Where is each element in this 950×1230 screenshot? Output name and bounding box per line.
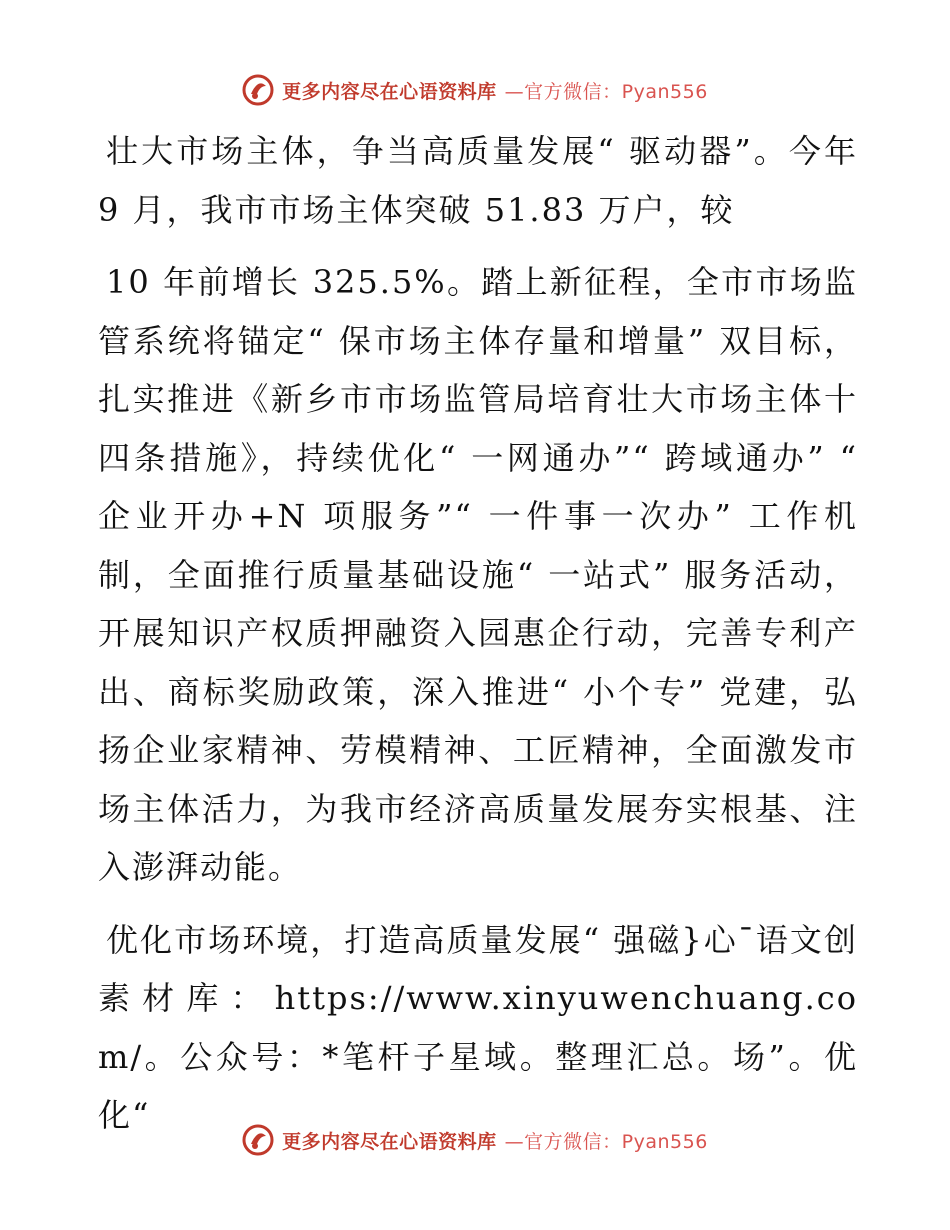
paragraph-2: 10 年前增长 325.5%。踏上新征程，全市市场监管系统将锚定“ 保市场主体存量和增量” 双目标，扎实推进《新乡市市场监管局培育壮大市场主体十四条措施》，持续优化“ 一网通办”“ 跨域通办” “ 企业开办+N 项服务”“ 一件事一次办” 工作机制，全面推行质量基础设施“ 一站式” 服务活动，开展知识产权质押融资入园惠企行动，完善专利产出、商标奖励政策，深入推进“ 小个专” 党建，弘扬企业家精神、劳模精神、工匠精神，全面激发市场主体活力，为我市经济高质量发展夯实根基、注入澎湃动能。 — [98, 263, 871, 886]
document-body — [98, 122, 871, 1159]
footer-watermark — [0, 1120, 950, 1160]
swirl-logo-icon — [242, 1124, 274, 1156]
watermark-brand: 更多内容尽在心语资料库 — [282, 80, 497, 103]
header-watermark — [0, 70, 950, 110]
watermark-brand: 更多内容尽在心语资料库 — [282, 1130, 497, 1153]
paragraph-3: 优化市场环境，打造高质量发展“ 强磁}心¯语文创素材库：https://www.xinyuwenchuang.com/。公众号：*笔杆子星域。整理汇总。场”。优化“ — [98, 920, 858, 1134]
paragraph-1: 壮大市场主体，争当高质量发展“ 驱动器”。今年 9 月，我市市场主体突破 51.83 万户，较 — [98, 132, 871, 229]
watermark-contact: —官方微信：Pyan556 — [504, 80, 708, 103]
swirl-logo-icon — [242, 74, 274, 106]
watermark-contact: —官方微信：Pyan556 — [504, 1130, 708, 1153]
